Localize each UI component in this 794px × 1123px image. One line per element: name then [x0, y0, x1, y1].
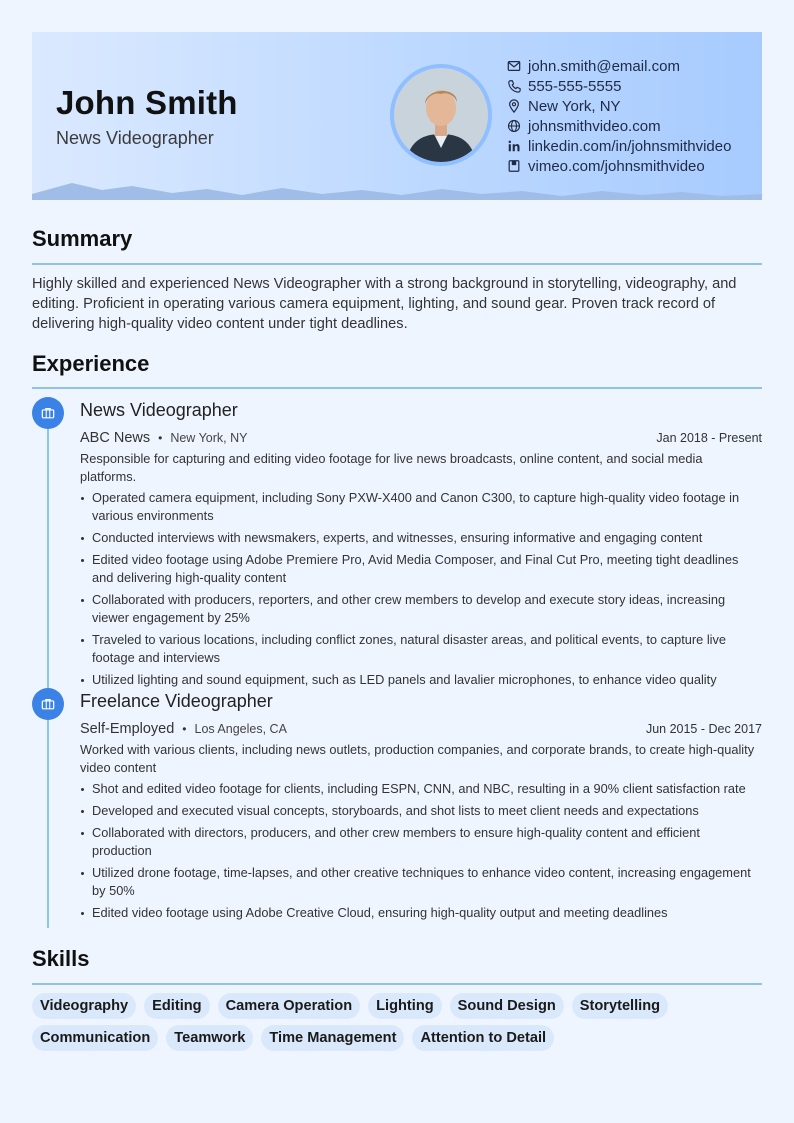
summary-heading: Summary: [32, 226, 133, 251]
list-item: Edited video footage using Adobe Creative Cloud, ensuring high-quality output and meeting deadlines: [80, 904, 762, 922]
candidate-name: John Smith: [56, 84, 238, 121]
summary-divider: [32, 263, 762, 265]
job-dates: Jun 2015 - Dec 2017: [645, 722, 762, 736]
job-location: Los Angeles, CA: [194, 722, 287, 736]
job-entry: [80, 691, 762, 926]
location-icon: [506, 98, 522, 114]
header-banner: [32, 32, 762, 200]
skills-heading: Skills: [32, 946, 90, 971]
bullet-separator: •: [182, 722, 187, 736]
job-description: Responsible for capturing and editing video footage for live news broadcasts, online content, and social media platforms.: [80, 451, 703, 484]
job-bullets: [80, 489, 762, 689]
summary-text: Highly skilled and experienced News Videographer with a strong background in storytelling, videography, and editing. Proficient in operating various camera equipment, lighting, and sound gear. Proven track record of delivering high-quality video content under tight deadlines.: [32, 276, 737, 332]
skill-chip: Storytelling: [572, 993, 668, 1019]
skill-chip: Camera Operation: [218, 993, 361, 1019]
list-item: Edited video footage using Adobe Premiere Pro, Avid Media Composer, and Final Cut Pro, meeting tight deadlines and delivering high-quality content: [80, 551, 762, 587]
skill-chip: Attention to Detail: [412, 1025, 554, 1051]
job-meta: [80, 428, 762, 448]
contact-website-text: johnsmithvideo.com: [528, 117, 661, 135]
contact-phone-text: 555-555-5555: [528, 77, 622, 95]
mail-icon: [506, 58, 522, 74]
briefcase-icon: [32, 397, 64, 429]
skills-list: [32, 993, 762, 1057]
globe-icon: [506, 118, 522, 134]
skill-chip: Videography: [32, 993, 136, 1019]
job-bullets: [80, 780, 762, 922]
bullet-separator: •: [158, 431, 163, 445]
list-item: Operated camera equipment, including Sony PXW-X400 and Canon C300, to capture high-quality video footage in various environments: [80, 489, 762, 525]
skill-chip: Editing: [144, 993, 209, 1019]
list-item: Traveled to various locations, including conflict zones, natural disaster areas, and political events, to capture live footage and interviews: [80, 631, 762, 667]
skill-chip: Sound Design: [450, 993, 564, 1019]
job-description: Worked with various clients, including news outlets, production companies, and corporate brands, to create high-quality video content: [80, 742, 755, 775]
skill-chip: Communication: [32, 1025, 158, 1051]
skill-chip: Time Management: [261, 1025, 404, 1051]
phone-icon: [506, 78, 522, 94]
contact-location-text: New York, NY: [528, 97, 621, 115]
contact-email[interactable]: [506, 56, 756, 76]
job-entry: [80, 400, 762, 693]
job-meta: [80, 719, 762, 739]
list-item: Collaborated with producers, reporters, and other crew members to develop and execute story ideas, increasing viewer engagement by 25%: [80, 591, 762, 627]
contact-location: [506, 96, 756, 116]
skill-chip: Lighting: [368, 993, 442, 1019]
skill-chip: Teamwork: [166, 1025, 253, 1051]
experience-divider: [32, 387, 762, 389]
contact-phone[interactable]: [506, 76, 756, 96]
contact-linkedin-text: linkedin.com/in/johnsmithvideo: [528, 137, 732, 155]
contact-website[interactable]: [506, 116, 756, 136]
contact-email-text: john.smith@email.com: [528, 57, 680, 75]
job-title: Freelance Videographer: [80, 691, 273, 711]
job-location: New York, NY: [170, 431, 248, 445]
list-item: Collaborated with directors, producers, and other crew members to ensure high-quality content and efficient production: [80, 824, 762, 860]
list-item: Developed and executed visual concepts, storyboards, and shot lists to meet client needs and expectations: [80, 802, 762, 820]
contact-list: [506, 56, 756, 176]
candidate-title: News Videographer: [56, 128, 214, 148]
list-item: Conducted interviews with newsmakers, experts, and witnesses, ensuring informative and engaging content: [80, 529, 762, 547]
skills-row: [32, 993, 762, 1019]
list-item: Shot and edited video footage for clients, including ESPN, CNN, and NBC, resulting in a 90% client satisfaction rate: [80, 780, 762, 798]
job-company: Self-Employed: [80, 721, 175, 737]
job-dates: Jan 2018 - Present: [656, 431, 762, 445]
skills-divider: [32, 983, 762, 985]
briefcase-icon: [32, 688, 64, 720]
contact-vimeo-text: vimeo.com/johnsmithvideo: [528, 157, 705, 175]
header-wave-decoration: [32, 180, 762, 200]
experience-timeline: [47, 413, 49, 928]
skills-row: [32, 1025, 762, 1051]
contact-linkedin[interactable]: [506, 136, 756, 156]
job-company: ABC News: [80, 430, 151, 446]
avatar: [394, 68, 488, 162]
list-item: Utilized drone footage, time-lapses, and other creative techniques to enhance video content, increasing engagement by 50%: [80, 864, 762, 900]
vimeo-icon: [506, 158, 522, 174]
linkedin-icon: [506, 138, 522, 154]
list-item: Utilized lighting and sound equipment, such as LED panels and lavalier microphones, to enhance video quality: [80, 671, 762, 689]
contact-vimeo[interactable]: [506, 156, 756, 176]
job-title: News Videographer: [80, 400, 238, 420]
experience-heading: Experience: [32, 351, 150, 376]
